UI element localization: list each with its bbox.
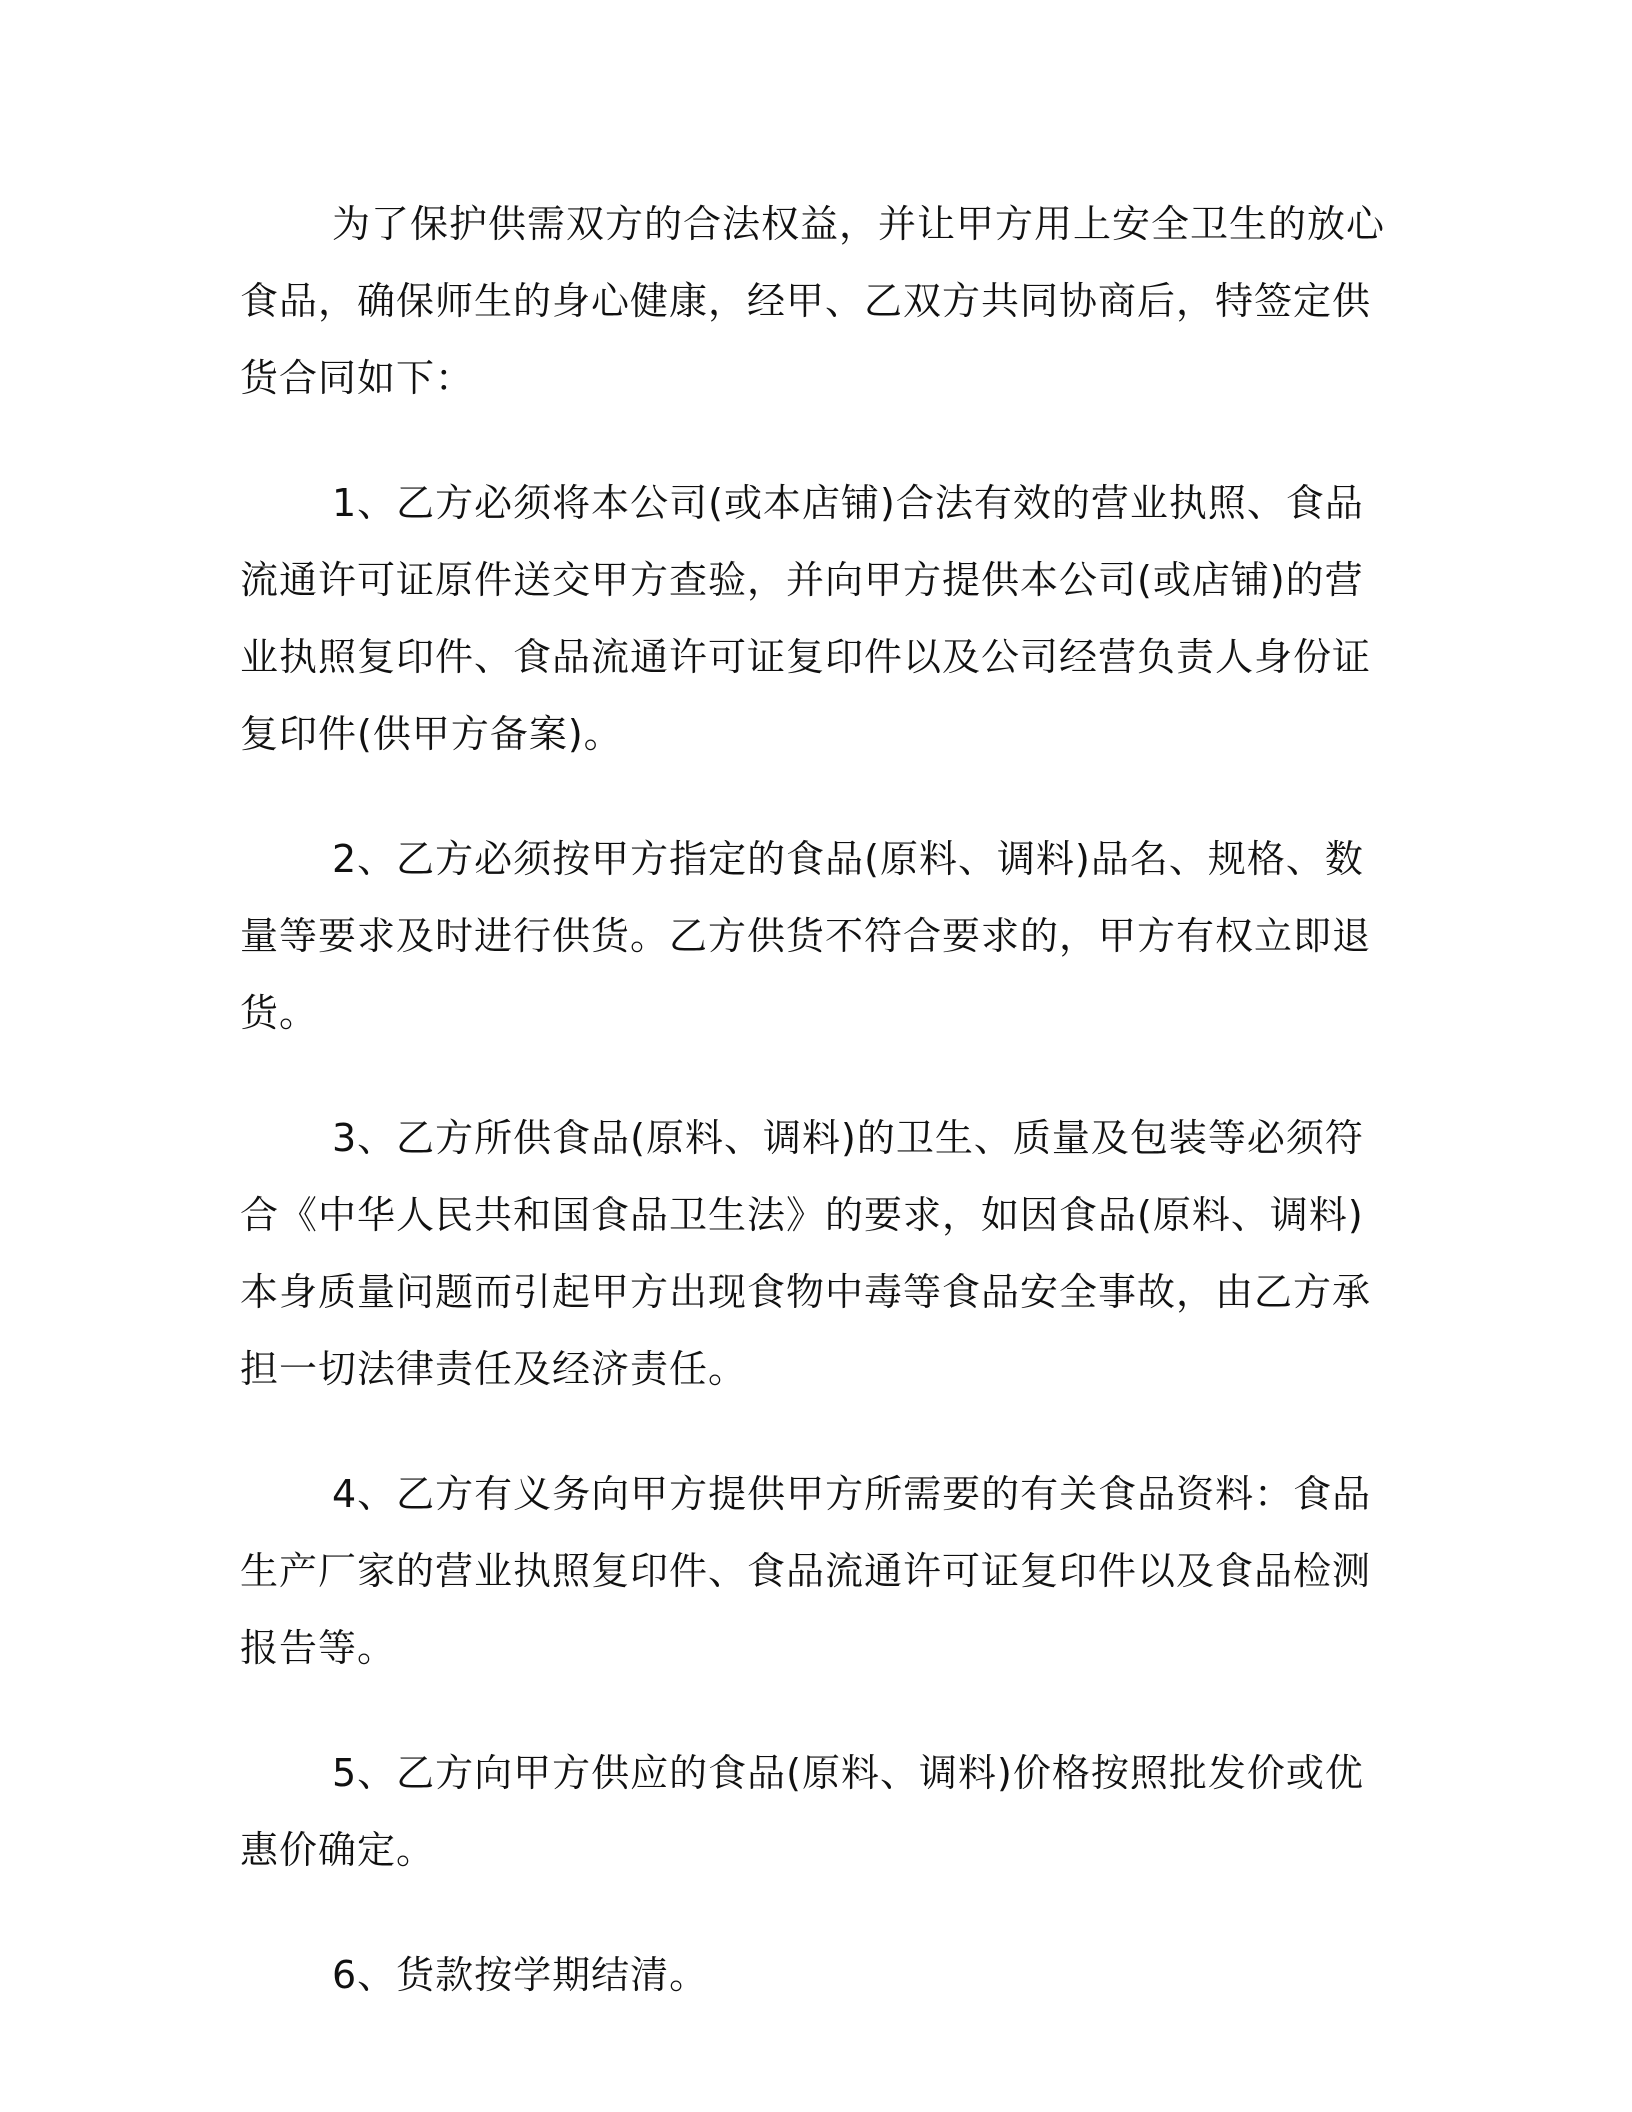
clause-2: 2、乙方必须按甲方指定的食品(原料、调料)品名、规格、数量等要求及时进行供货。乙方供货不符合要求的，甲方有权立即退货。: [240, 837, 1372, 1035]
clause-3: 3、乙方所供食品(原料、调料)的卫生、质量及包装等必须符合《中华人民共和国食品卫生法》的要求，如因食品(原料、调料)本身质量问题而引起甲方出现食物中毒等食品安全事故，由乙方承担一切法律责任及经济责任。: [240, 1116, 1372, 1391]
clause-4: 4、乙方有义务向甲方提供甲方所需要的有关食品资料：食品生产厂家的营业执照复印件、食品流通许可证复印件以及食品检测报告等。: [240, 1472, 1372, 1670]
clause-6: 6、货款按学期结清。: [332, 1953, 709, 1997]
intro-paragraph: 为了保护供需双方的合法权益，并让甲方用上安全卫生的放心食品，确保师生的身心健康，经甲、乙双方共同协商后，特签定供货合同如下：: [240, 202, 1386, 400]
clause-1: 1、乙方必须将本公司(或本店铺)合法有效的营业执照、食品流通许可证原件送交甲方查验，并向甲方提供本公司(或店铺)的营业执照复印件、食品流通许可证复印件以及公司经营负责人身份证复印件(供甲方备案)。: [240, 481, 1372, 756]
clause-5: 5、乙方向甲方供应的食品(原料、调料)价格按照批发价或优惠价确定。: [240, 1751, 1364, 1872]
document-body: [240, 186, 1390, 2062]
